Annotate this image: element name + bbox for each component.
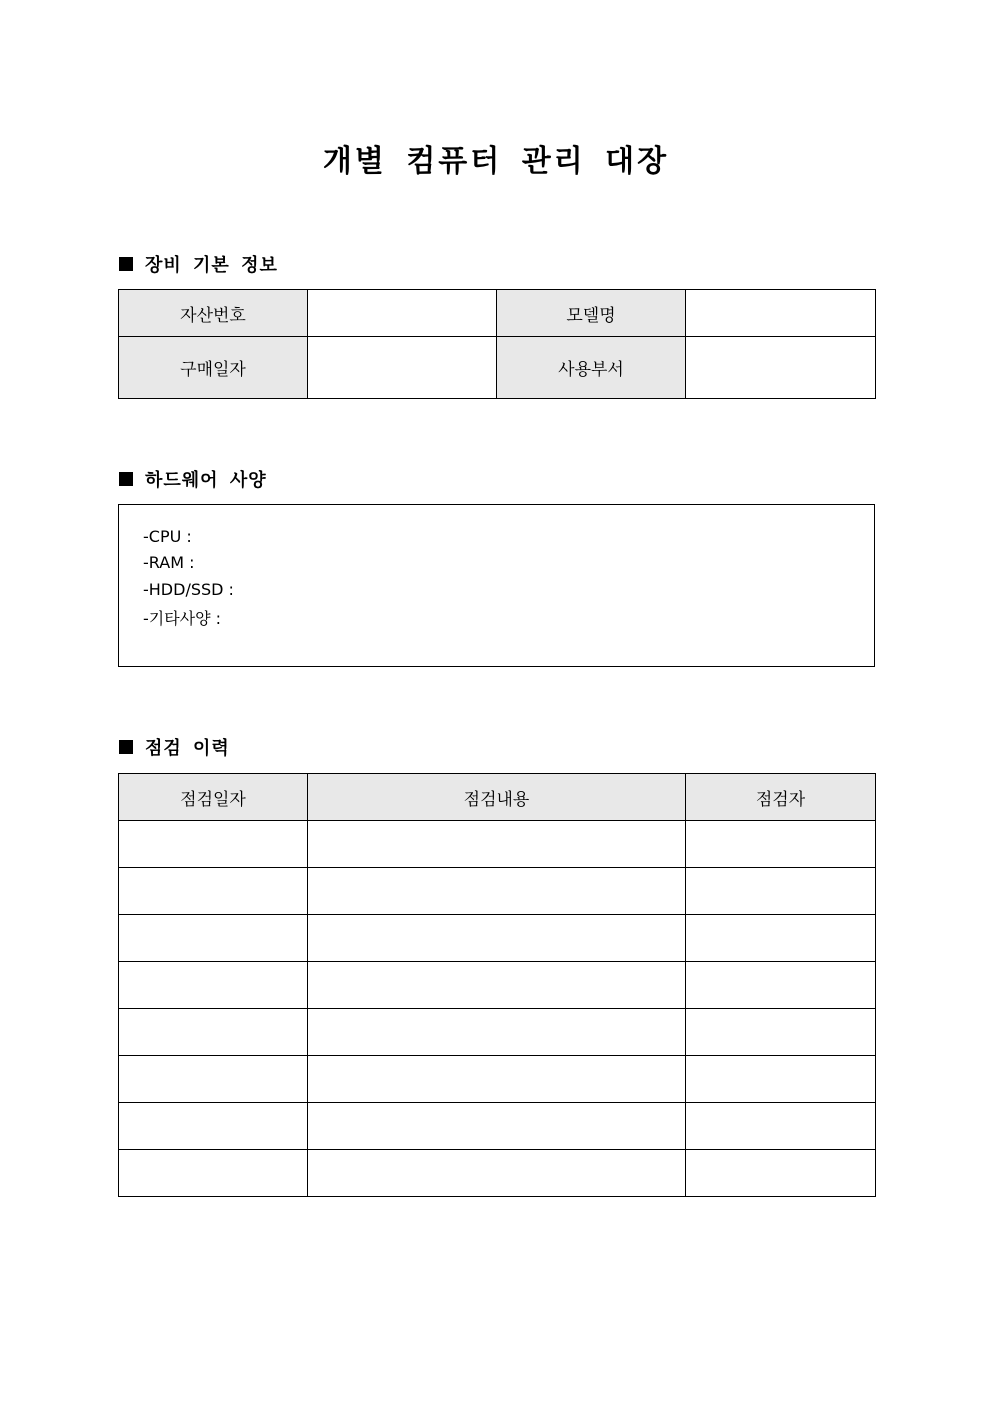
- column-header-content: 점검내용: [308, 774, 686, 821]
- section-heading-basic: [119, 252, 278, 276]
- inspection-date-cell[interactable]: [119, 1056, 308, 1103]
- section-heading-label: 하드웨어 사양: [145, 470, 267, 491]
- table-row: [119, 915, 876, 962]
- table-row: [119, 290, 876, 337]
- table-row: [119, 1150, 876, 1197]
- inspection-content-cell[interactable]: [308, 915, 686, 962]
- page-title: 개별 컴퓨터 관리 대장: [322, 144, 670, 179]
- purchase-date-label: 구매일자: [119, 337, 308, 399]
- purchase-date-field[interactable]: [308, 337, 497, 399]
- department-field[interactable]: [686, 337, 876, 399]
- table-row: [119, 1009, 876, 1056]
- inspection-content-cell[interactable]: [308, 868, 686, 915]
- inspector-cell[interactable]: [686, 962, 876, 1009]
- inspection-date-cell[interactable]: [119, 915, 308, 962]
- inspection-content-cell[interactable]: [308, 962, 686, 1009]
- spec-line-other: -기타사양 :: [143, 609, 222, 628]
- inspector-cell[interactable]: [686, 915, 876, 962]
- inspector-cell[interactable]: [686, 1150, 876, 1197]
- inspection-date-cell[interactable]: [119, 1150, 308, 1197]
- inspection-date-cell[interactable]: [119, 962, 308, 1009]
- section-heading-label: 장비 기본 정보: [145, 255, 278, 276]
- table-row: [119, 1056, 876, 1103]
- table-row: [119, 868, 876, 915]
- inspection-date-cell[interactable]: [119, 1009, 308, 1056]
- square-bullet-icon: [119, 740, 133, 754]
- spec-line-storage: -HDD/SSD :: [143, 580, 234, 599]
- spec-line-cpu: -CPU :: [143, 527, 192, 546]
- inspection-date-cell[interactable]: [119, 1103, 308, 1150]
- table-row: [119, 821, 876, 868]
- inspection-history-table: [118, 773, 876, 1197]
- inspection-content-cell[interactable]: [308, 1150, 686, 1197]
- table-row: [119, 962, 876, 1009]
- hardware-spec-box[interactable]: [118, 504, 875, 667]
- basic-info-table: [118, 289, 876, 399]
- inspection-date-cell[interactable]: [119, 821, 308, 868]
- section-heading-hardware: [119, 467, 267, 491]
- square-bullet-icon: [119, 472, 133, 486]
- inspection-content-cell[interactable]: [308, 1056, 686, 1103]
- inspection-content-cell[interactable]: [308, 821, 686, 868]
- column-header-inspector: 점검자: [686, 774, 876, 821]
- inspector-cell[interactable]: [686, 1009, 876, 1056]
- spec-line-ram: -RAM :: [143, 553, 195, 572]
- inspector-cell[interactable]: [686, 1056, 876, 1103]
- model-name-field[interactable]: [686, 290, 876, 337]
- inspector-cell[interactable]: [686, 821, 876, 868]
- department-label: 사용부서: [497, 337, 686, 399]
- inspection-content-cell[interactable]: [308, 1103, 686, 1150]
- section-heading-history: [119, 735, 230, 759]
- asset-number-field[interactable]: [308, 290, 497, 337]
- inspection-date-cell[interactable]: [119, 868, 308, 915]
- section-heading-label: 점검 이력: [145, 738, 230, 759]
- model-name-label: 모델명: [497, 290, 686, 337]
- table-header-row: [119, 774, 876, 821]
- square-bullet-icon: [119, 257, 133, 271]
- asset-number-label: 자산번호: [119, 290, 308, 337]
- inspection-content-cell[interactable]: [308, 1009, 686, 1056]
- inspector-cell[interactable]: [686, 868, 876, 915]
- table-row: [119, 1103, 876, 1150]
- inspector-cell[interactable]: [686, 1103, 876, 1150]
- column-header-date: 점검일자: [119, 774, 308, 821]
- table-row: [119, 337, 876, 399]
